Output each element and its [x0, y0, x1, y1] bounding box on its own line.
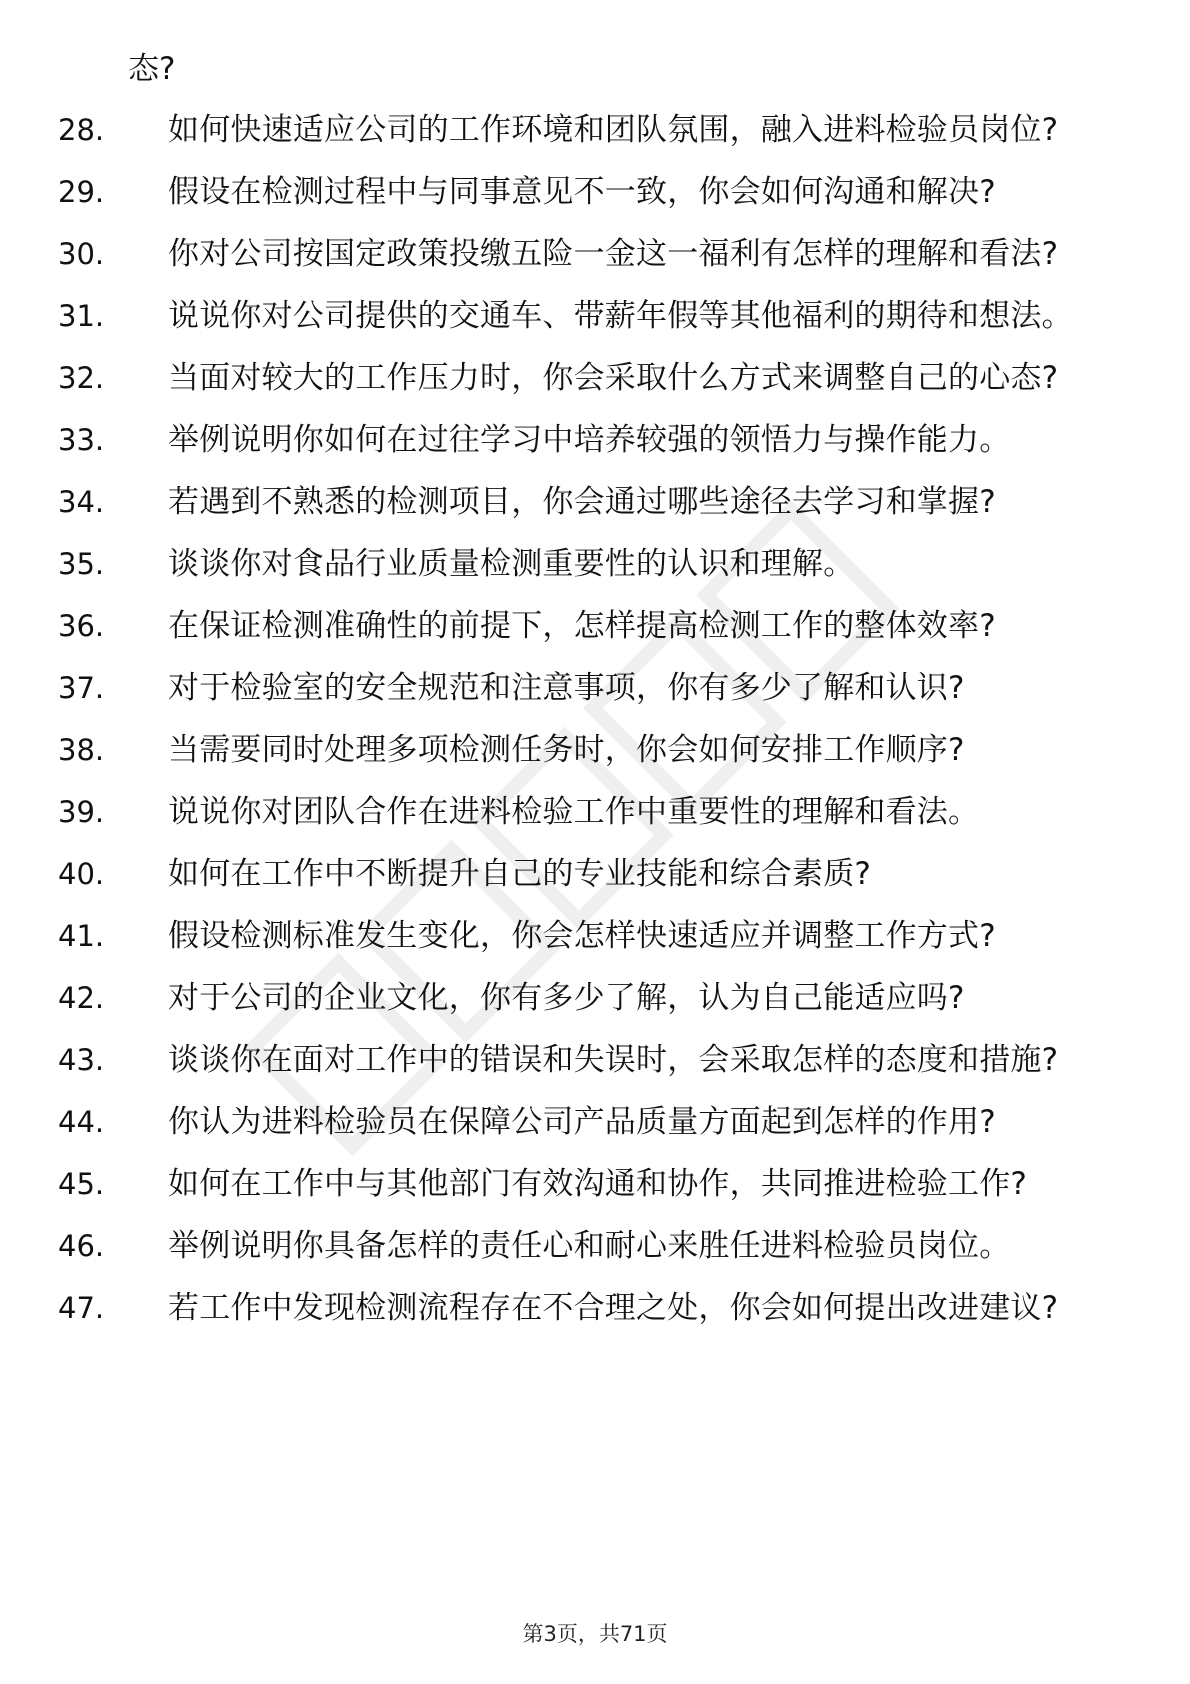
- question-text: 举例说明你如何在过往学习中培养较强的领悟力与操作能力。: [168, 422, 1011, 458]
- question-text: 如何快速适应公司的工作环境和团队氛围，融入进料检验员岗位?: [168, 112, 1059, 148]
- question-text: 谈谈你对食品行业质量检测重要性的认识和理解。: [168, 546, 855, 582]
- list-item: [0, 419, 1190, 462]
- question-number: 47.: [58, 1291, 105, 1325]
- question-text: 在保证检测准确性的前提下，怎样提高检测工作的整体效率?: [168, 608, 996, 644]
- list-item: [0, 1287, 1190, 1330]
- question-number: 36.: [58, 609, 105, 643]
- list-item: [0, 915, 1190, 958]
- question-text: 当需要同时处理多项检测任务时，你会如何安排工作顺序?: [168, 732, 965, 768]
- list-item: [0, 295, 1190, 338]
- question-text: 对于检验室的安全规范和注意事项，你有多少了解和认识?: [168, 670, 965, 706]
- question-text: 当面对较大的工作压力时，你会采取什么方式来调整自己的心态?: [168, 360, 1059, 396]
- question-number: 34.: [58, 485, 105, 519]
- list-item: [0, 1225, 1190, 1268]
- list-item: [0, 233, 1190, 276]
- question-number: 39.: [58, 795, 105, 829]
- list-item: [0, 543, 1190, 586]
- question-text: 说说你对团队合作在进料检验工作中重要性的理解和看法。: [168, 794, 980, 830]
- list-item: [0, 853, 1190, 896]
- question-number: 41.: [58, 919, 105, 953]
- question-number: 45.: [58, 1167, 105, 1201]
- question-text: 对于公司的企业文化，你有多少了解，认为自己能适应吗?: [168, 980, 965, 1016]
- question-number: 44.: [58, 1105, 105, 1139]
- question-number: 42.: [58, 981, 105, 1015]
- question-text: 举例说明你具备怎样的责任心和耐心来胜任进料检验员岗位。: [168, 1228, 1011, 1264]
- question-number: 38.: [58, 733, 105, 767]
- question-number: 43.: [58, 1043, 105, 1077]
- list-item: [0, 357, 1190, 400]
- question-text: 假设检测标准发生变化，你会怎样快速适应并调整工作方式?: [168, 918, 996, 954]
- continuation-text: 态?: [128, 51, 176, 87]
- question-text: 说说你对公司提供的交通车、带薪年假等其他福利的期待和想法。: [168, 298, 1073, 334]
- question-text: 如何在工作中不断提升自己的专业技能和综合素质?: [168, 856, 872, 892]
- question-number: 40.: [58, 857, 105, 891]
- question-number: 32.: [58, 361, 105, 395]
- question-number: 37.: [58, 671, 105, 705]
- question-text: 假设在检测过程中与同事意见不一致，你会如何沟通和解决?: [168, 174, 996, 210]
- question-text: 谈谈你在面对工作中的错误和失误时，会采取怎样的态度和措施?: [168, 1042, 1059, 1078]
- list-item: [0, 1101, 1190, 1144]
- page-footer: 第3页，共71页: [522, 1622, 668, 1646]
- question-text: 若工作中发现检测流程存在不合理之处，你会如何提出改进建议?: [168, 1290, 1059, 1326]
- question-number: 29.: [58, 175, 105, 209]
- question-number: 30.: [58, 237, 105, 271]
- list-item: [0, 171, 1190, 214]
- list-item: [0, 605, 1190, 648]
- question-text: 若遇到不熟悉的检测项目，你会通过哪些途径去学习和掌握?: [168, 484, 996, 520]
- question-number: 33.: [58, 423, 105, 457]
- list-item: [0, 1039, 1190, 1082]
- question-number: 28.: [58, 113, 105, 147]
- question-list: [0, 109, 1190, 1349]
- list-item: [0, 977, 1190, 1020]
- list-item: [0, 1163, 1190, 1206]
- list-item: [0, 667, 1190, 710]
- question-number: 35.: [58, 547, 105, 581]
- question-text: 你认为进料检验员在保障公司产品质量方面起到怎样的作用?: [168, 1104, 996, 1140]
- list-item: [0, 109, 1190, 152]
- question-text: 你对公司按国定政策投缴五险一金这一福利有怎样的理解和看法?: [168, 236, 1059, 272]
- question-number: 31.: [58, 299, 105, 333]
- list-item: [0, 729, 1190, 772]
- question-number: 46.: [58, 1229, 105, 1263]
- list-item: [0, 791, 1190, 834]
- question-text: 如何在工作中与其他部门有效沟通和协作，共同推进检验工作?: [168, 1166, 1028, 1202]
- list-item: [0, 481, 1190, 524]
